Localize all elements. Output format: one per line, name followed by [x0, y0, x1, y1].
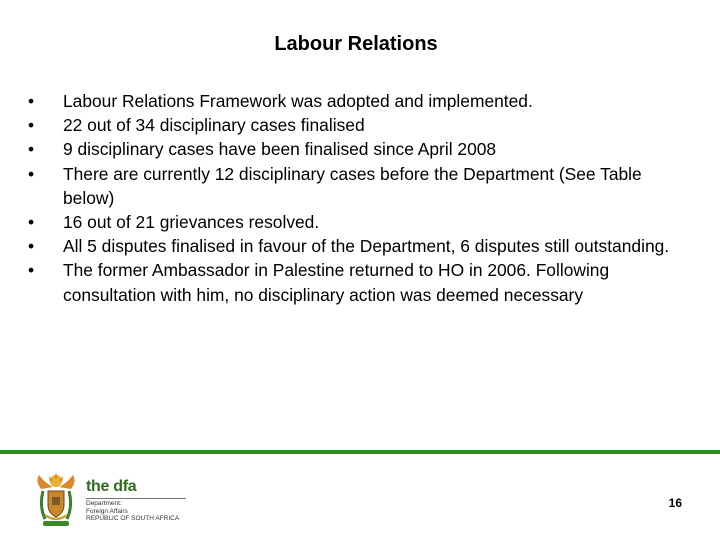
- bullet-text: 22 out of 34 disciplinary cases finalised: [63, 115, 365, 136]
- bullet-dot-icon: •: [28, 91, 35, 111]
- country-line: REPUBLIC OF SOUTH AFRICA: [86, 515, 180, 522]
- bullet-item: [28, 210, 688, 234]
- slide-title: Labour Relations: [274, 33, 438, 55]
- bullet-text: The former Ambassador in Palestine returned to HO in 2006. Following consultation with him, no disciplinary action was deemed necessary: [63, 260, 610, 305]
- bullet-text: All 5 disputes finalised in favour of the Department, 6 disputes still outstanding.: [63, 236, 670, 257]
- bullet-dot-icon: •: [28, 139, 35, 160]
- ministry-line: Foreign Affairs: [86, 507, 128, 515]
- bullet-item: [28, 234, 688, 258]
- dfa-logo: [86, 478, 179, 523]
- department-line: Department:: [86, 500, 122, 507]
- coat-of-arms-icon: [31, 471, 81, 529]
- bullet-list: [28, 89, 688, 307]
- bullet-item: [28, 89, 688, 113]
- bullet-item: [28, 258, 688, 306]
- bullet-dot-icon: •: [28, 236, 35, 257]
- bullet-text: 9 disciplinary cases have been finalised since April 2008: [63, 139, 497, 160]
- bullet-dot-icon: •: [28, 212, 35, 233]
- dfa-brand-text: the dfa: [86, 478, 137, 495]
- bullet-item: [28, 162, 688, 210]
- bullet-text: There are currently 12 disciplinary cases before the Department (See Table below): [63, 163, 642, 208]
- logo-divider: [86, 498, 186, 499]
- page-number: 16: [668, 496, 682, 510]
- bullet-text: 16 out of 21 grievances resolved.: [63, 212, 320, 233]
- footer-divider: [0, 450, 720, 454]
- bullet-dot-icon: •: [28, 115, 35, 136]
- bullet-text: Labour Relations Framework was adopted and implemented.: [63, 91, 533, 111]
- bullet-item: [28, 137, 688, 161]
- bullet-item: [28, 113, 688, 137]
- bullet-dot-icon: •: [28, 163, 35, 184]
- bullet-dot-icon: •: [28, 260, 35, 281]
